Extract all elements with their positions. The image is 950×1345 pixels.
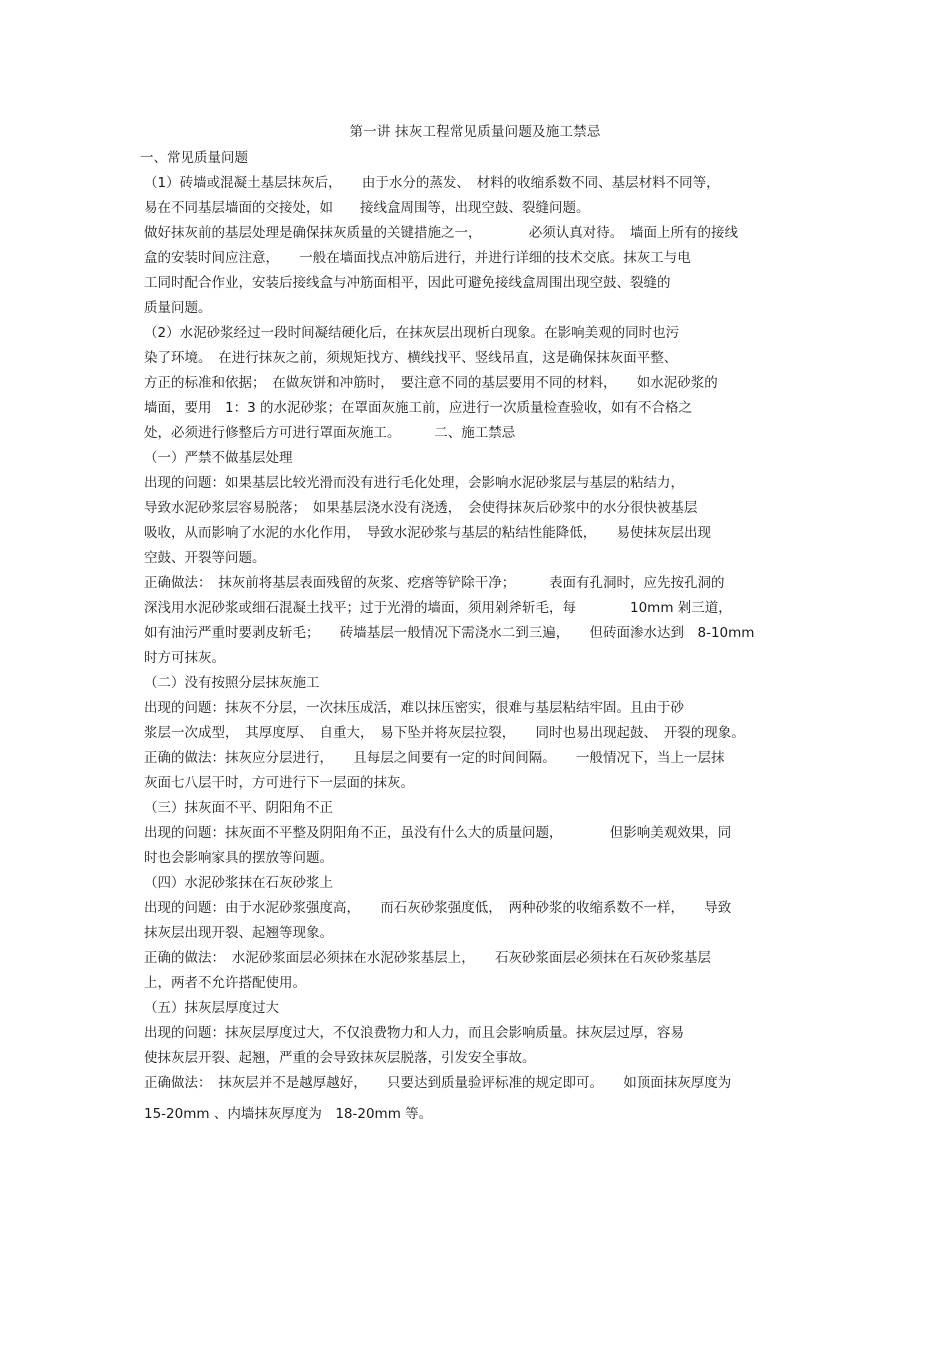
text-line: 时也会影响家具的摆放等问题。	[144, 850, 333, 866]
document-body	[140, 146, 824, 1127]
text-line: 出现的问题：抹灰不分层，一次抹压成活，难以抹压密实，很难与基层粘结牢固。且由于砂	[144, 700, 684, 716]
text-line: 空鼓、开裂等问题。	[144, 550, 266, 566]
text-line: 正确的做法： 水泥砂浆面层必须抹在水泥砂浆基层上， 石灰砂浆面层必须抹在石灰砂浆基层	[144, 950, 711, 966]
text-line: 正确做法： 抹灰层并不是越厚越好， 只要达到质量验评标准的规定即可。 如顶面抹灰厚度为	[144, 1075, 732, 1091]
subsection-heading: （四）水泥砂浆抹在石灰砂浆上	[144, 875, 333, 891]
text-line: 出现的问题：抹灰层厚度过大，不仅浪费物力和人力，而且会影响质量。抹灰层过厚，容易	[144, 1025, 684, 1041]
text-line: 做好抹灰前的基层处理是确保抹灰质量的关键措施之一， 必须认真对待。 墙面上所有的接线	[144, 225, 738, 241]
text-line: 出现的问题：如果基层比较光滑而没有进行毛化处理，会影响水泥砂浆层与基层的粘结力，	[144, 475, 684, 491]
text-line: 时方可抹灰。	[144, 650, 225, 666]
text-line: 出现的问题：由于水泥砂浆强度高， 而石灰砂浆强度低， 两种砂浆的收缩系数不一样， 导致	[144, 900, 732, 916]
text-line: 如有油污严重时要剥皮斩毛； 砖墙基层一般情况下需浇水二到三遍， 但砖面渗水达到 8-10mm	[144, 625, 755, 641]
text-line: 处，必须进行修整后方可进行罩面灰施工。 二、施工禁忌	[144, 425, 516, 441]
text-line: 染了环境。 在进行抹灰之前，须规矩找方、横线找平、竖线吊直，这是确保抹灰面平整、	[144, 350, 678, 366]
subsection-heading: （五）抹灰层厚度过大	[144, 1000, 279, 1016]
subsection-heading: （三）抹灰面不平、阴阳角不正	[144, 800, 333, 816]
text-line: 导致水泥砂浆层容易脱落； 如果基层浇水没有浇透， 会使得抹灰后砂浆中的水分很快被基层	[144, 500, 698, 516]
text-line: 吸收，从而影响了水泥的水化作用， 导致水泥砂浆与基层的粘结性能降低， 易使抹灰层出现	[144, 525, 711, 541]
text-line: 正确的做法：抹灰应分层进行， 且每层之间要有一定的时间间隔。 一般情况下，当上一层抹	[144, 750, 725, 766]
text-line: （1）砖墙或混凝土基层抹灰后， 由于水分的蒸发、 材料的收缩系数不同、基层材料不同等，	[144, 175, 720, 191]
subsection-heading: （二）没有按照分层抹灰施工	[144, 675, 320, 691]
document-title: 第一讲 抹灰工程常见质量问题及施工禁忌	[349, 124, 601, 140]
text-line: 出现的问题：抹灰面不平整及阴阳角不正，虽没有什么大的质量问题， 但影响美观效果，同	[144, 825, 732, 841]
text-line: 盒的安装时间应注意， 一般在墙面找点冲筋后进行，并进行详细的技术交底。抹灰工与电	[144, 250, 691, 266]
text-line: （2）水泥砂浆经过一段时间凝结硬化后，在抹灰层出现析白现象。在影响美观的同时也污	[144, 325, 680, 341]
text-line: 墙面，要用 1：3 的水泥砂浆；在罩面灰施工前，应进行一次质量检查验收，如有不合格之	[144, 400, 692, 416]
text-line: 深浅用水泥砂浆或细石混凝土找平；过于光滑的墙面，须用剁斧斩毛，每 10mm 剁三道，	[144, 600, 732, 616]
section-heading: 一、常见质量问题	[140, 150, 248, 166]
text-line: 灰面七八层干时，方可进行下一层面的抹灰。	[144, 775, 414, 791]
text-line: 方正的标准和依据； 在做灰饼和冲筋时， 要注意不同的基层要用不同的材料， 如水泥砂浆的	[144, 375, 718, 391]
text-line: 正确做法： 抹灰前将基层表面残留的灰浆、疙瘩等铲除干净； 表面有孔洞时，应先按孔洞的	[144, 575, 725, 591]
text-line: 抹灰层出现开裂、起翘等现象。	[144, 925, 333, 941]
text-line: 工同时配合作业，安装后接线盒与冲筋面相平，因此可避免接线盒周围出现空鼓、裂缝的	[144, 275, 671, 291]
subsection-heading: （一）严禁不做基层处理	[144, 450, 293, 466]
text-line: 上，两者不允许搭配使用。	[144, 975, 306, 991]
text-line: 15-20mm 、内墙抹灰厚度为 18-20mm 等。	[144, 1106, 433, 1122]
text-line: 质量问题。	[144, 300, 212, 316]
text-line: 易在不同基层墙面的交接处，如 接线盒周围等，出现空鼓、裂缝问题。	[144, 200, 590, 216]
text-line: 浆层一次成型， 其厚度厚、 自重大， 易下坠并将灰层拉裂， 同时也易出现起鼓、 开裂的现象。	[144, 725, 745, 741]
text-line: 使抹灰层开裂、起翘，严重的会导致抹灰层脱落，引发安全事故。	[144, 1050, 536, 1066]
